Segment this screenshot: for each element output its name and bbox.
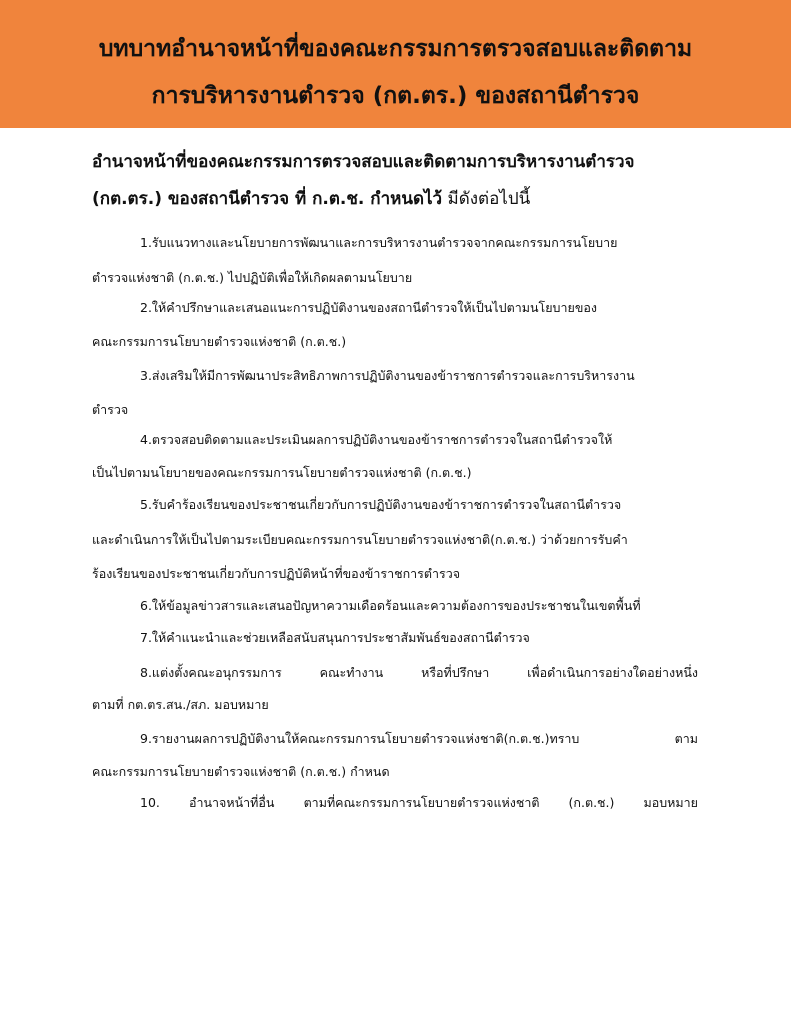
duty-item-3-line-1: 3.ส่งเสริมให้มีการพัฒนาประสิทธิภาพการปฏิบัติงานของข้าราชการตำรวจและการบริหารงาน xyxy=(140,368,635,383)
duty-item-9-line-2: คณะกรรมการนโยบายตำรวจแห่งชาติ (ก.ต.ช.) กำหนด xyxy=(92,764,390,779)
intro-heading-normal: มีดังต่อไปนี้ xyxy=(442,189,531,209)
duty-item-3-line-2: ตำรวจ xyxy=(92,402,129,417)
duty-item-2-line-2: คณะกรรมการนโยบายตำรวจแห่งชาติ (ก.ต.ช.) xyxy=(92,334,347,349)
duty-item-2-line-1: 2.ให้คำปรึกษาและเสนอแนะการปฏิบัติงานของสถานีตำรวจให้เป็นไปตามนโยบายของ xyxy=(140,300,597,315)
duty-item-10-line-1: 10. อำนาจหน้าที่อื่น ตามที่คณะกรรมการนโยบายตำรวจแห่งชาติ (ก.ต.ช.) มอบหมาย xyxy=(140,795,698,810)
duty-item-5-line-1: 5.รับคำร้องเรียนของประชาชนเกี่ยวกับการปฏิบัติงานของข้าราชการตำรวจในสถานีตำรวจ xyxy=(140,497,622,512)
page-title-line-2: การบริหารงานตำรวจ (กต.ตร.) ของสถานีตำรวจ xyxy=(151,83,640,109)
duty-item-9-line-1: 9.รายงานผลการปฏิบัติงานให้คณะกรรมการนโยบายตำรวจแห่งชาติ(ก.ต.ช.)ทราบ ตาม xyxy=(140,731,698,746)
duty-item-7-line-1: 7.ให้คำแนะนำและช่วยเหลือสนับสนุนการประชาสัมพันธ์ของสถานีตำรวจ xyxy=(140,630,530,645)
duty-item-5-line-3: ร้องเรียนของประชาชนเกี่ยวกับการปฏิบัติหน้าที่ของข้าราชการตำรวจ xyxy=(92,566,461,581)
page-title-line-1: บทบาทอำนาจหน้าที่ของคณะกรรมการตรวจสอบและติดตาม xyxy=(98,36,693,62)
intro-heading-bold: (กต.ตร.) ของสถานีตำรวจ ที่ ก.ต.ช. กำหนดไว้ xyxy=(92,189,443,209)
intro-heading-line-1: อำนาจหน้าที่ของคณะกรรมการตรวจสอบและติดตามการบริหารงานตำรวจ xyxy=(92,152,635,172)
intro-heading-line-2 xyxy=(92,187,712,211)
duty-item-8-line-2: ตามที่ กต.ตร.สน./สภ. มอบหมาย xyxy=(92,697,269,712)
duty-item-1-line-1: 1.รับแนวทางและนโยบายการพัฒนาและการบริหารงานตำรวจจากคณะกรรมการนโยบาย xyxy=(140,235,618,250)
duty-item-4-line-1: 4.ตรวจสอบติดตามและประเมินผลการปฏิบัติงานของข้าราชการตำรวจในสถานีตำรวจให้ xyxy=(140,432,613,447)
duty-item-8-line-1: 8.แต่งตั้งคณะอนุกรรมการ คณะทำงาน หรือที่ปรึกษา เพื่อดำเนินการอย่างใดอย่างหนึ่ง xyxy=(140,665,698,680)
duty-item-5-line-2: และดำเนินการให้เป็นไปตามระเบียบคณะกรรมการนโยบายตำรวจแห่งชาติ(ก.ต.ช.) ว่าด้วยการรับคำ xyxy=(92,532,628,547)
duty-item-6-line-1: 6.ให้ข้อมูลข่าวสารและเสนอปัญหาความเดือดร้อนและความต้องการของประชาชนในเขตพื้นที่ xyxy=(140,598,641,613)
duty-item-4-line-2: เป็นไปตามนโยบายของคณะกรรมการนโยบายตำรวจแห่งชาติ (ก.ต.ช.) xyxy=(92,465,472,480)
header-banner xyxy=(0,0,791,128)
duty-item-1-line-2: ตำรวจแห่งชาติ (ก.ต.ช.) ไปปฏิบัติเพื่อให้เกิดผลตามนโยบาย xyxy=(92,270,413,285)
